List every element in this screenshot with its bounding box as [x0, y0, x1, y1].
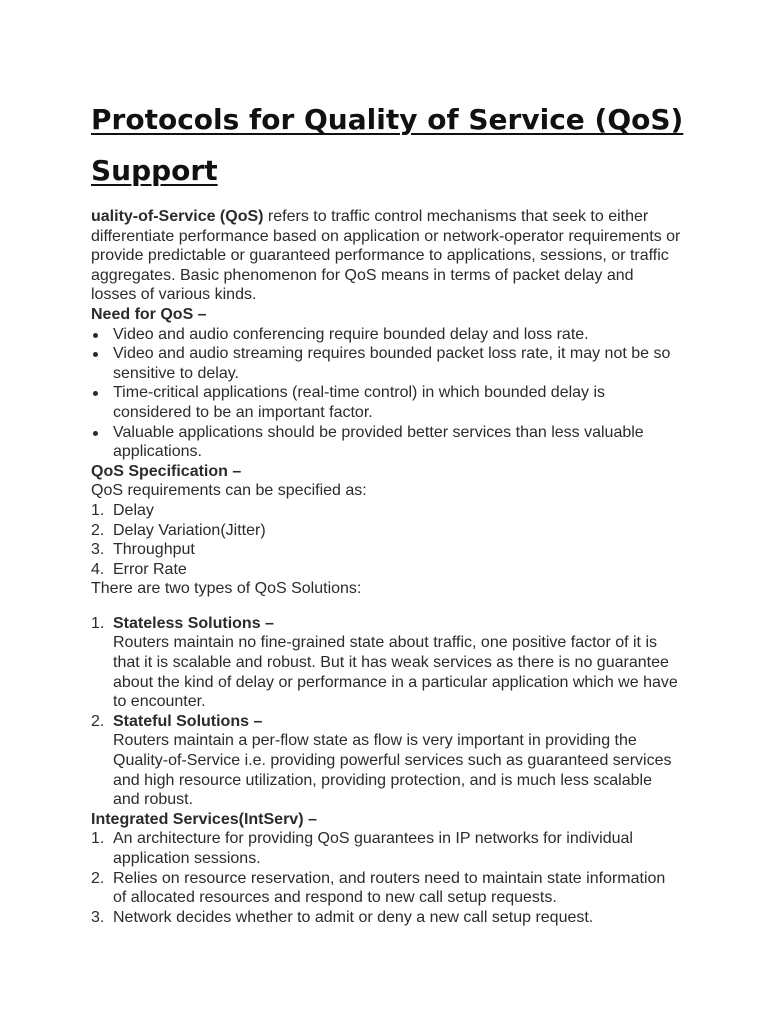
- list-number: 3.: [91, 541, 105, 559]
- need-heading: Need for QoS –: [91, 305, 207, 323]
- list-item: [91, 908, 681, 928]
- list-number: 4.: [91, 560, 105, 578]
- solution-text: Routers maintain a per-flow state as flow is very important in providing the Quality-of-Service i.e. providing powerful services such as guaranteed services and high resource utilization, providing protection, and is much less scalable and robust.: [113, 732, 672, 809]
- list-item: [91, 501, 681, 521]
- list-item: Video and audio conferencing require bounded delay and loss rate.: [91, 325, 681, 345]
- page-title: Protocols for Quality of Service (QoS) Support: [91, 103, 684, 187]
- list-item: [91, 829, 681, 868]
- list-number: 2.: [91, 712, 105, 730]
- list-text: Throughput: [113, 541, 195, 559]
- solution-heading: Stateless Solutions –: [113, 614, 274, 632]
- list-number: 1.: [91, 501, 105, 519]
- list-item: [91, 521, 681, 541]
- document-body: [91, 207, 681, 927]
- solution-types-text: There are two types of QoS Solutions:: [91, 580, 362, 598]
- list-number: 2.: [91, 521, 105, 539]
- intserv-list: [91, 829, 681, 927]
- intro-paragraph: [91, 207, 681, 305]
- solution-text: Routers maintain no fine-grained state about traffic, one positive factor of it is that it is scalable and robust. But it has weak services as there is no guarantee about the kind of delay or performance in a particular application which we have to encounter.: [113, 634, 678, 711]
- list-text: An architecture for providing QoS guarantees in IP networks for individual application sessions.: [113, 830, 633, 867]
- list-text: Delay Variation(Jitter): [113, 521, 266, 539]
- list-number: 3.: [91, 908, 105, 926]
- list-text: Network decides whether to admit or deny a new call setup request.: [113, 908, 594, 926]
- list-item: [91, 869, 681, 908]
- list-text: Delay: [113, 501, 154, 519]
- list-item: [91, 712, 681, 810]
- intserv-heading: Integrated Services(IntServ) –: [91, 810, 317, 828]
- list-item: [91, 540, 681, 560]
- list-item: Valuable applications should be provided better services than less valuable applications.: [91, 423, 681, 462]
- list-item: Time-critical applications (real-time control) in which bounded delay is considered to be an important factor.: [91, 383, 681, 422]
- spec-heading: QoS Specification –: [91, 462, 242, 480]
- spacer: [91, 599, 681, 614]
- need-list: [91, 325, 681, 462]
- intro-text: refers to traffic control mechanisms that seek to either differentiate performance based on application or network-operator requirements or provide predictable or guaranteed performance to applications, sessions, or traffic aggregates. Basic phenomenon for QoS means in terms of packet delay and losses of various kinds.: [91, 208, 681, 304]
- list-item: Video and audio streaming requires bounded packet loss rate, it may not be so sensitive to delay.: [91, 344, 681, 383]
- list-text: Relies on resource reservation, and routers need to maintain state information of allocated resources and respond to new call setup requests.: [113, 869, 666, 907]
- solution-heading: Stateful Solutions –: [113, 712, 263, 730]
- spec-intro: QoS requirements can be specified as:: [91, 482, 367, 500]
- list-number: 1.: [91, 614, 105, 632]
- solutions-list: [91, 614, 681, 810]
- list-item: [91, 614, 681, 712]
- spec-list: [91, 501, 681, 579]
- intro-lead: uality-of-Service (QoS): [91, 208, 264, 225]
- list-number: 2.: [91, 869, 105, 887]
- list-number: 1.: [91, 830, 105, 848]
- list-item: [91, 560, 681, 580]
- list-text: Error Rate: [113, 560, 187, 578]
